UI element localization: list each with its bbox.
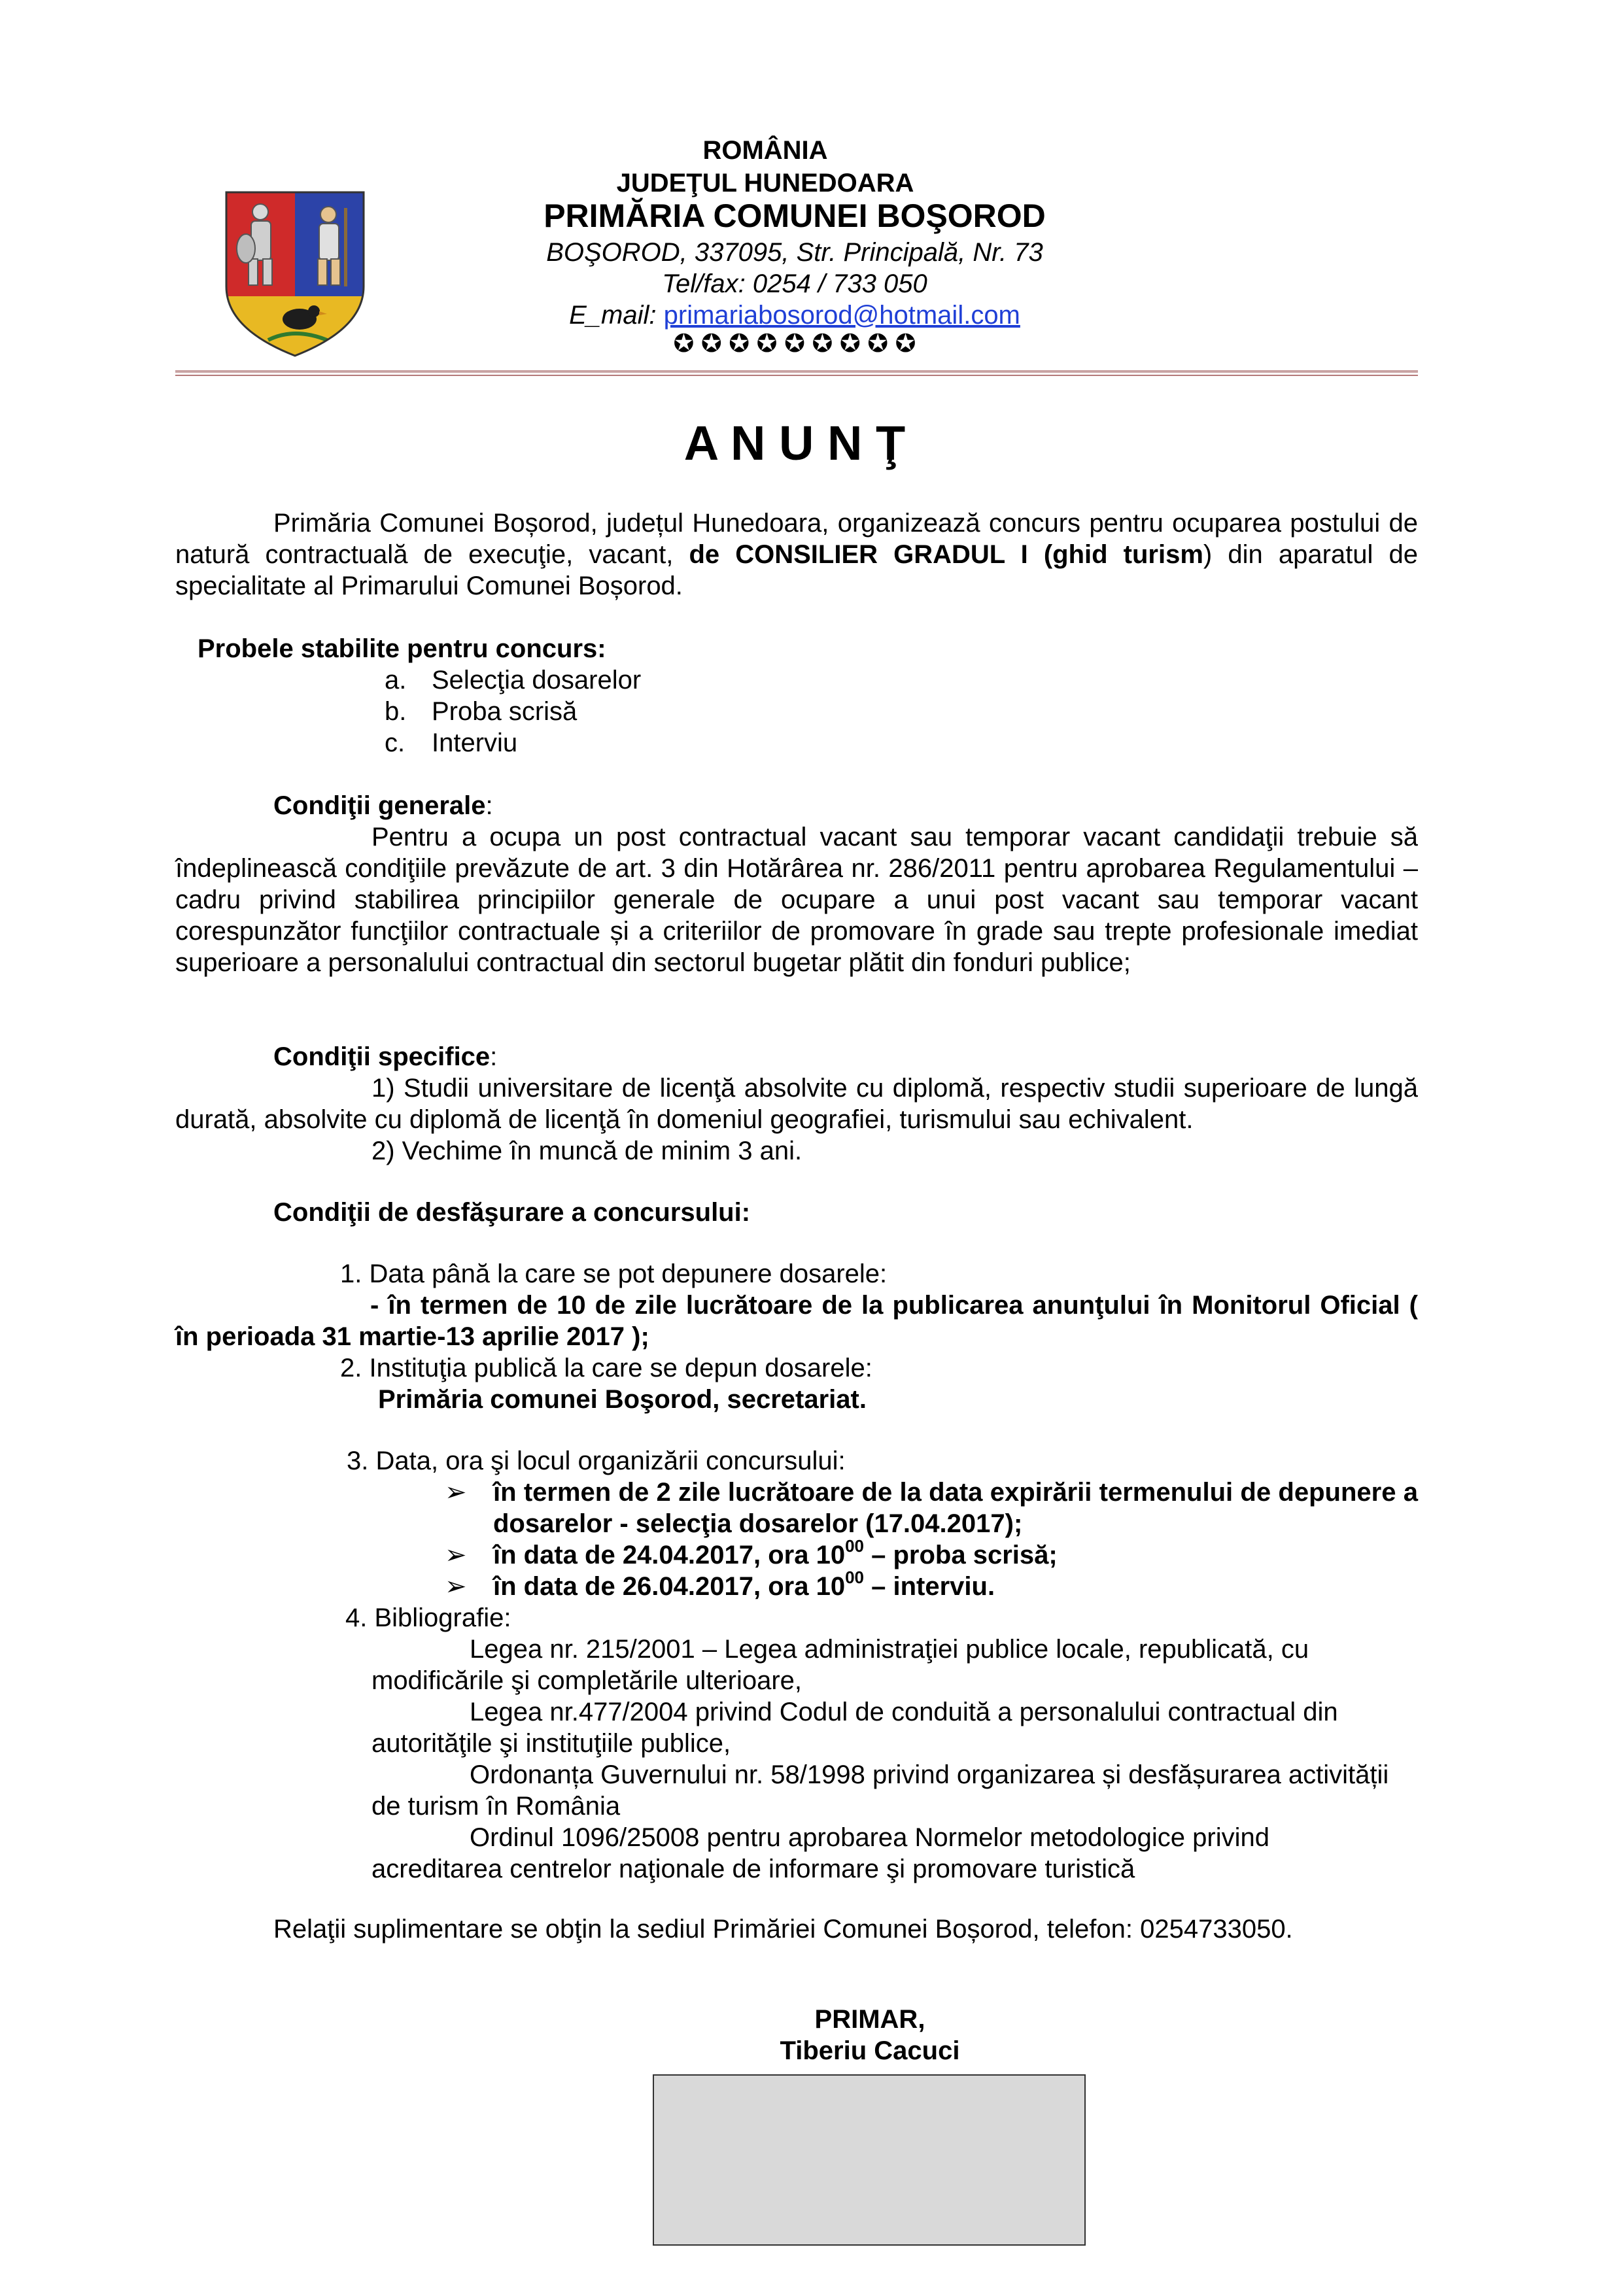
bullet-text: în data de 26.04.2017, ora 10 [493,1572,846,1601]
desfasurare-p3-bullet-3 [445,1568,995,1602]
header-telfax: Tel/fax: 0254 / 733 050 [662,269,927,298]
bibliography-item: Legea nr.477/2004 privind Codul de conduită a personalului contractual din autorităţile şi instituţiile publice, [371,1698,1338,1758]
bullet-text: în data de 24.04.2017, ora 10 [493,1541,846,1569]
footer-note: Relaţii suplimentare se obţin la sediul Primăriei Comunei Boșorod, telefon: 0254733050. [273,1915,1293,1944]
list-marker: c. [385,728,406,757]
header-country: ROMÂNIA [702,136,828,165]
probe-list [385,664,641,759]
header-institution: PRIMĂRIA COMUNEI BOŞOROD [544,197,1046,234]
email-label: E_mail: [569,301,657,330]
list-text: Selecţia dosarelor [432,666,642,694]
signature-placeholder-box [653,2074,1086,2246]
signature-role: PRIMAR, [814,2005,925,2034]
general-heading: Condiţii generale [273,791,486,820]
list-marker: b. [385,697,407,726]
desfasurare-p1-value: - în termen de 10 de zile lucrătoare de la publicarea anunţului în Monitorul Oficial ( în perioada 31 martie-13 aprilie 2017 ); [175,1291,1418,1351]
specific-heading: Condiţii specifice [273,1042,491,1071]
page-title: A N U N Ţ [683,416,906,470]
bibliography-item: Legea nr. 215/2001 – Legea administraţiei publice locale, republicată, cu modificările şi completările ulterioare, [371,1635,1309,1695]
header-separator-thin [175,375,1418,376]
header-separator [175,370,1418,373]
bullet-arrow-icon: ➢ [445,1541,467,1569]
intro-text-1: Primăria Comunei Boșorod, județul Hunedoara, organizează concurs pentru ocuparea postului de natură contractuală de execuţie, vacant, [175,509,1418,569]
bibliography-item: Ordonanța Guvernului nr. 58/1998 privind organizarea și desfășurarea activității de turism în România [371,1760,1389,1821]
specific-heading-line [273,1041,497,1072]
desfasurare-p3-label: 3. Data, ora şi locul organizării concursului: [347,1447,846,1475]
signature-name: Tiberiu Cacuci [780,2036,960,2065]
desfasurare-heading: Condiţii de desfăşurare a concursului: [273,1198,751,1227]
intro-paragraph [175,507,1418,602]
bibliography-item: Ordinul 1096/25008 pentru aprobarea Normelor metodologice privind acreditarea centrelor naţionale de informare şi promovare turistică [371,1823,1269,1883]
bullet-arrow-icon: ➢ [445,1572,467,1601]
bullet-arrow-icon: ➢ [445,1478,467,1507]
desfasurare-p4-label: 4. Bibliografie: [345,1603,511,1632]
desfasurare-p2-value: Primăria comunei Boşorod, secretariat. [378,1385,867,1414]
desfasurare-p3-bullet-1 [445,1477,1418,1539]
list-item [385,696,641,727]
specific-colon: : [490,1042,498,1071]
desfasurare-p2-label: 2. Instituţia publică la care se depun dosarele: [340,1354,872,1382]
superscript: 00 [845,1568,865,1587]
header-email-line [0,300,1589,331]
bullet-text-end: – proba scrisă; [864,1541,1058,1569]
bullet-text: în termen de 2 zile lucrătoare de la data expirării termenului de depunere a dosarelor - selecţia dosarelor (17.04.2017); [493,1478,1418,1538]
probe-heading: Probele stabilite pentru concurs: [198,634,606,663]
intro-text-2: ) din aparatul de specialitate al Primarului Comunei Boșorod. [175,540,1418,600]
list-item [385,664,641,696]
desfasurare-p3-bullet-2 [445,1536,1058,1571]
header-county: JUDEŢUL HUNEDOARA [616,169,914,197]
list-text: Proba scrisă [432,697,578,726]
specific-item-2: 2) Vechime în muncă de minim 3 ani. [371,1137,802,1165]
general-paragraph: Pentru a ocupa un post contractual vacant sau temporar vacant candidaţii trebuie să îndeplinească condiţiile prevăzute de art. 3 din Hotărârea nr. 286/2011 pentru aprobarea Regulamentului – cadru privind stabilirea principiilor generale de ocupare a unui post vacant sau temporar vacant corespunzător funcţiilor contractuale și a criteriilor de promovare în grade sau trepte profesionale imediat superioare a personalului contractual din sectorul bugetar plătit din fonduri publice; [175,823,1418,977]
intro-position: de CONSILIER GRADUL I (ghid turism [689,540,1203,569]
header-address: BOŞOROD, 337095, Str. Principală, Nr. 73 [546,238,1043,267]
email-link[interactable]: primariabosorod@hotmail.com [663,301,1020,330]
superscript: 00 [845,1536,865,1556]
general-heading-line [273,790,493,821]
list-marker: a. [385,666,407,694]
general-colon: : [485,791,493,820]
list-item [385,727,641,759]
desfasurare-p1-label: 1. Data până la care se pot depunere dosarele: [340,1259,888,1288]
bullet-text-end: – interviu. [864,1572,995,1601]
specific-item-1: 1) Studii universitare de licenţă absolvite cu diplomă, respectiv studii superioare de lungă durată, absolvite cu diplomă de licenţă în domeniul geografiei, turismului sau echivalent. [175,1074,1418,1134]
list-text: Interviu [432,728,518,757]
header-stars: ✪ ✪ ✪ ✪ ✪ ✪ ✪ ✪ ✪ [673,330,916,358]
